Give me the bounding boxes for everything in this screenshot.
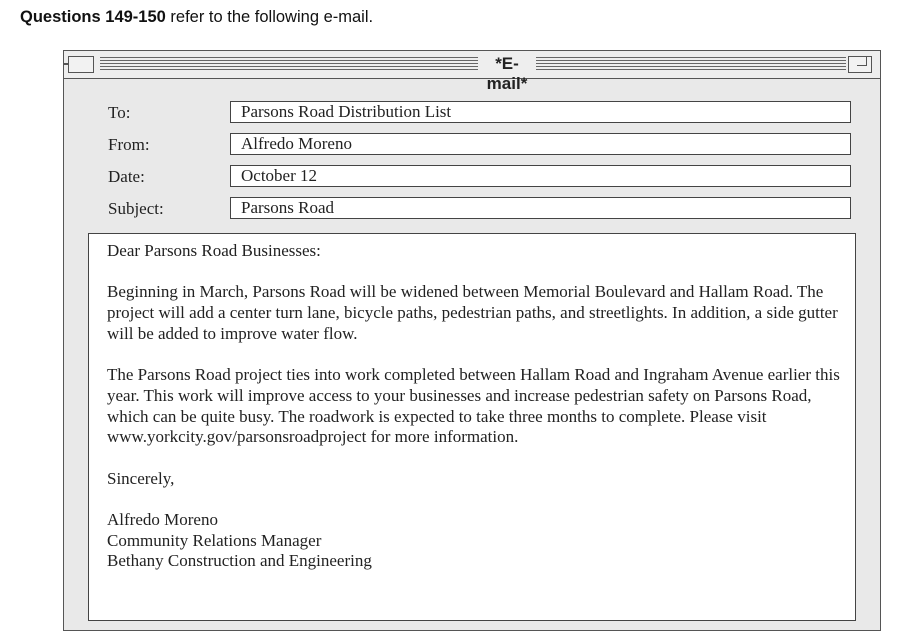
titlebar-stripes-left <box>100 57 478 71</box>
signature-company: Bethany Construction and Engineering <box>107 551 372 571</box>
question-range: Questions 149-150 <box>20 8 166 26</box>
question-instruction <box>20 8 373 27</box>
to-label: To: <box>108 103 131 122</box>
closing: Sincerely, <box>107 468 175 488</box>
email-window <box>63 50 881 631</box>
signature-name: Alfredo Moreno <box>107 510 218 530</box>
instruction-text: refer to the following e-mail. <box>165 8 374 26</box>
close-box-icon[interactable] <box>68 56 94 73</box>
signature-title: Community Relations Manager <box>107 530 322 550</box>
from-label: From: <box>108 135 150 154</box>
zoom-box-icon[interactable] <box>848 56 872 73</box>
from-field[interactable]: Alfredo Moreno <box>230 133 851 155</box>
to-field[interactable]: Parsons Road Distribution List <box>230 101 851 123</box>
window-title: *E-mail* <box>486 54 528 93</box>
date-label: Date: <box>108 167 145 186</box>
message-body[interactable] <box>88 233 856 621</box>
paragraph-2: The Parsons Road project ties into work completed between Hallam Road and Ingraham Avenue earlier this year. This work will improve access to your businesses and increase pedestrian safety on Parsons Road, which can be quite busy. The roadwork is expected to take three months to complete. Please visit www.yorkcity.gov/parsonsroadproject for more information. <box>107 365 840 447</box>
subject-field[interactable]: Parsons Road <box>230 197 851 219</box>
date-field[interactable]: October 12 <box>230 165 851 187</box>
window-titlebar <box>64 51 880 93</box>
titlebar-stripes-right <box>536 57 846 71</box>
greeting: Dear Parsons Road Businesses: <box>107 241 321 260</box>
paragraph-1: Beginning in March, Parsons Road will be widened between Memorial Boulevard and Hallam Road. The project will add a center turn lane, bicycle paths, pedestrian paths, and streetlights. In addition, a side gutter will be added to improve water flow. <box>107 282 838 343</box>
subject-label: Subject: <box>108 199 164 218</box>
